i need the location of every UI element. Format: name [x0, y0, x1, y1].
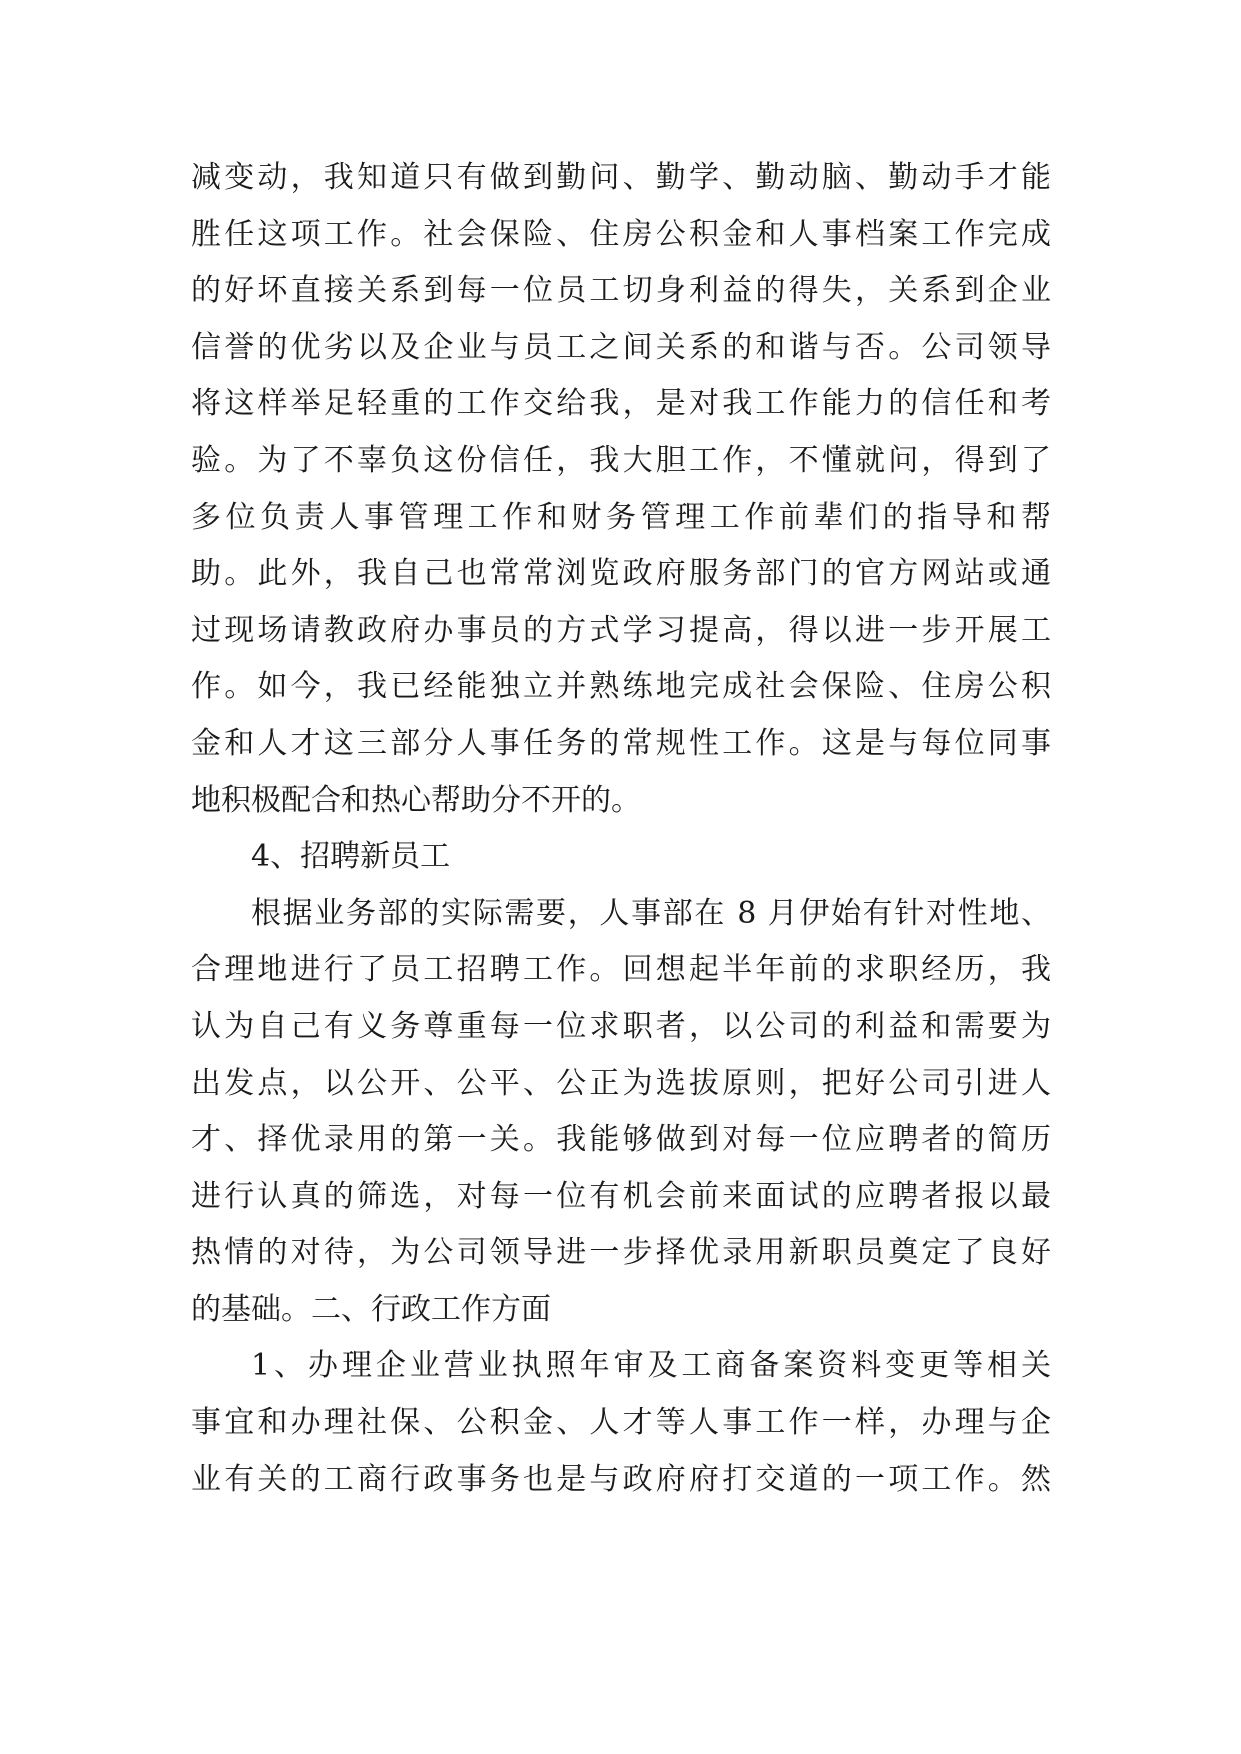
section-heading: 4、招聘新员工: [251, 839, 451, 875]
text-line: 胜任这项工作。社会保险、住房公积金和人事档案工作完成: [191, 216, 1051, 252]
text-line: 进行认真的筛选，对每一位有机会前来面试的应聘者报以最: [191, 1178, 1051, 1214]
text-line: 验。为了不辜负这份信任，我大胆工作，不懂就问，得到了: [191, 442, 1051, 478]
text-line: 金和人才这三部分人事任务的常规性工作。这是与每位同事: [191, 725, 1051, 761]
text-line: 的好坏直接关系到每一位员工切身利益的得失，关系到企业: [191, 273, 1051, 309]
body-text: [191, 150, 1051, 1508]
text-line: 的基础。二、行政工作方面: [191, 1291, 551, 1327]
text-line: 认为自己有义务尊重每一位求职者，以公司的利益和需要为: [191, 1008, 1051, 1044]
text-line: 作。如今，我已经能独立并熟练地完成社会保险、住房公积: [191, 669, 1051, 705]
text-line: 将这样举足轻重的工作交给我，是对我工作能力的信任和考: [191, 386, 1051, 422]
text-line: 过现场请教政府办事员的方式学习提高，得以进一步开展工: [191, 612, 1051, 648]
text-line: 减变动，我知道只有做到勤问、勤学、勤动脑、勤动手才能: [191, 160, 1051, 195]
text-line: 合理地进行了员工招聘工作。回想起半年前的求职经历，我: [191, 952, 1051, 988]
text-line: 才、择优录用的第一关。我能够做到对每一位应聘者的简历: [191, 1122, 1051, 1158]
text-line: 信誉的优劣以及企业与员工之间关系的和谐与否。公司领导: [191, 329, 1051, 365]
text-line: 业有关的工商行政事务也是与政府府打交道的一项工作。然: [191, 1461, 1051, 1497]
text-line: 1、办理企业营业执照年审及工商备案资料变更等相关: [251, 1348, 1051, 1384]
text-line: 热情的对待，为公司领导进一步择优录用新职员奠定了良好: [191, 1235, 1051, 1271]
text-line: 多位负责人事管理工作和财务管理工作前辈们的指导和帮: [191, 499, 1051, 535]
text-line: 地积极配合和热心帮助分不开的。: [191, 782, 641, 818]
text-line: 出发点，以公开、公平、公正为选拔原则，把好公司引进人: [191, 1065, 1051, 1101]
text-line: 根据业务部的实际需要，人事部在 8 月伊始有针对性地、: [251, 895, 1051, 931]
text-line: 事宜和办理社保、公积金、人才等人事工作一样，办理与企: [191, 1405, 1051, 1441]
text-line: 助。此外，我自己也常常浏览政府服务部门的官方网站或通: [191, 556, 1051, 592]
